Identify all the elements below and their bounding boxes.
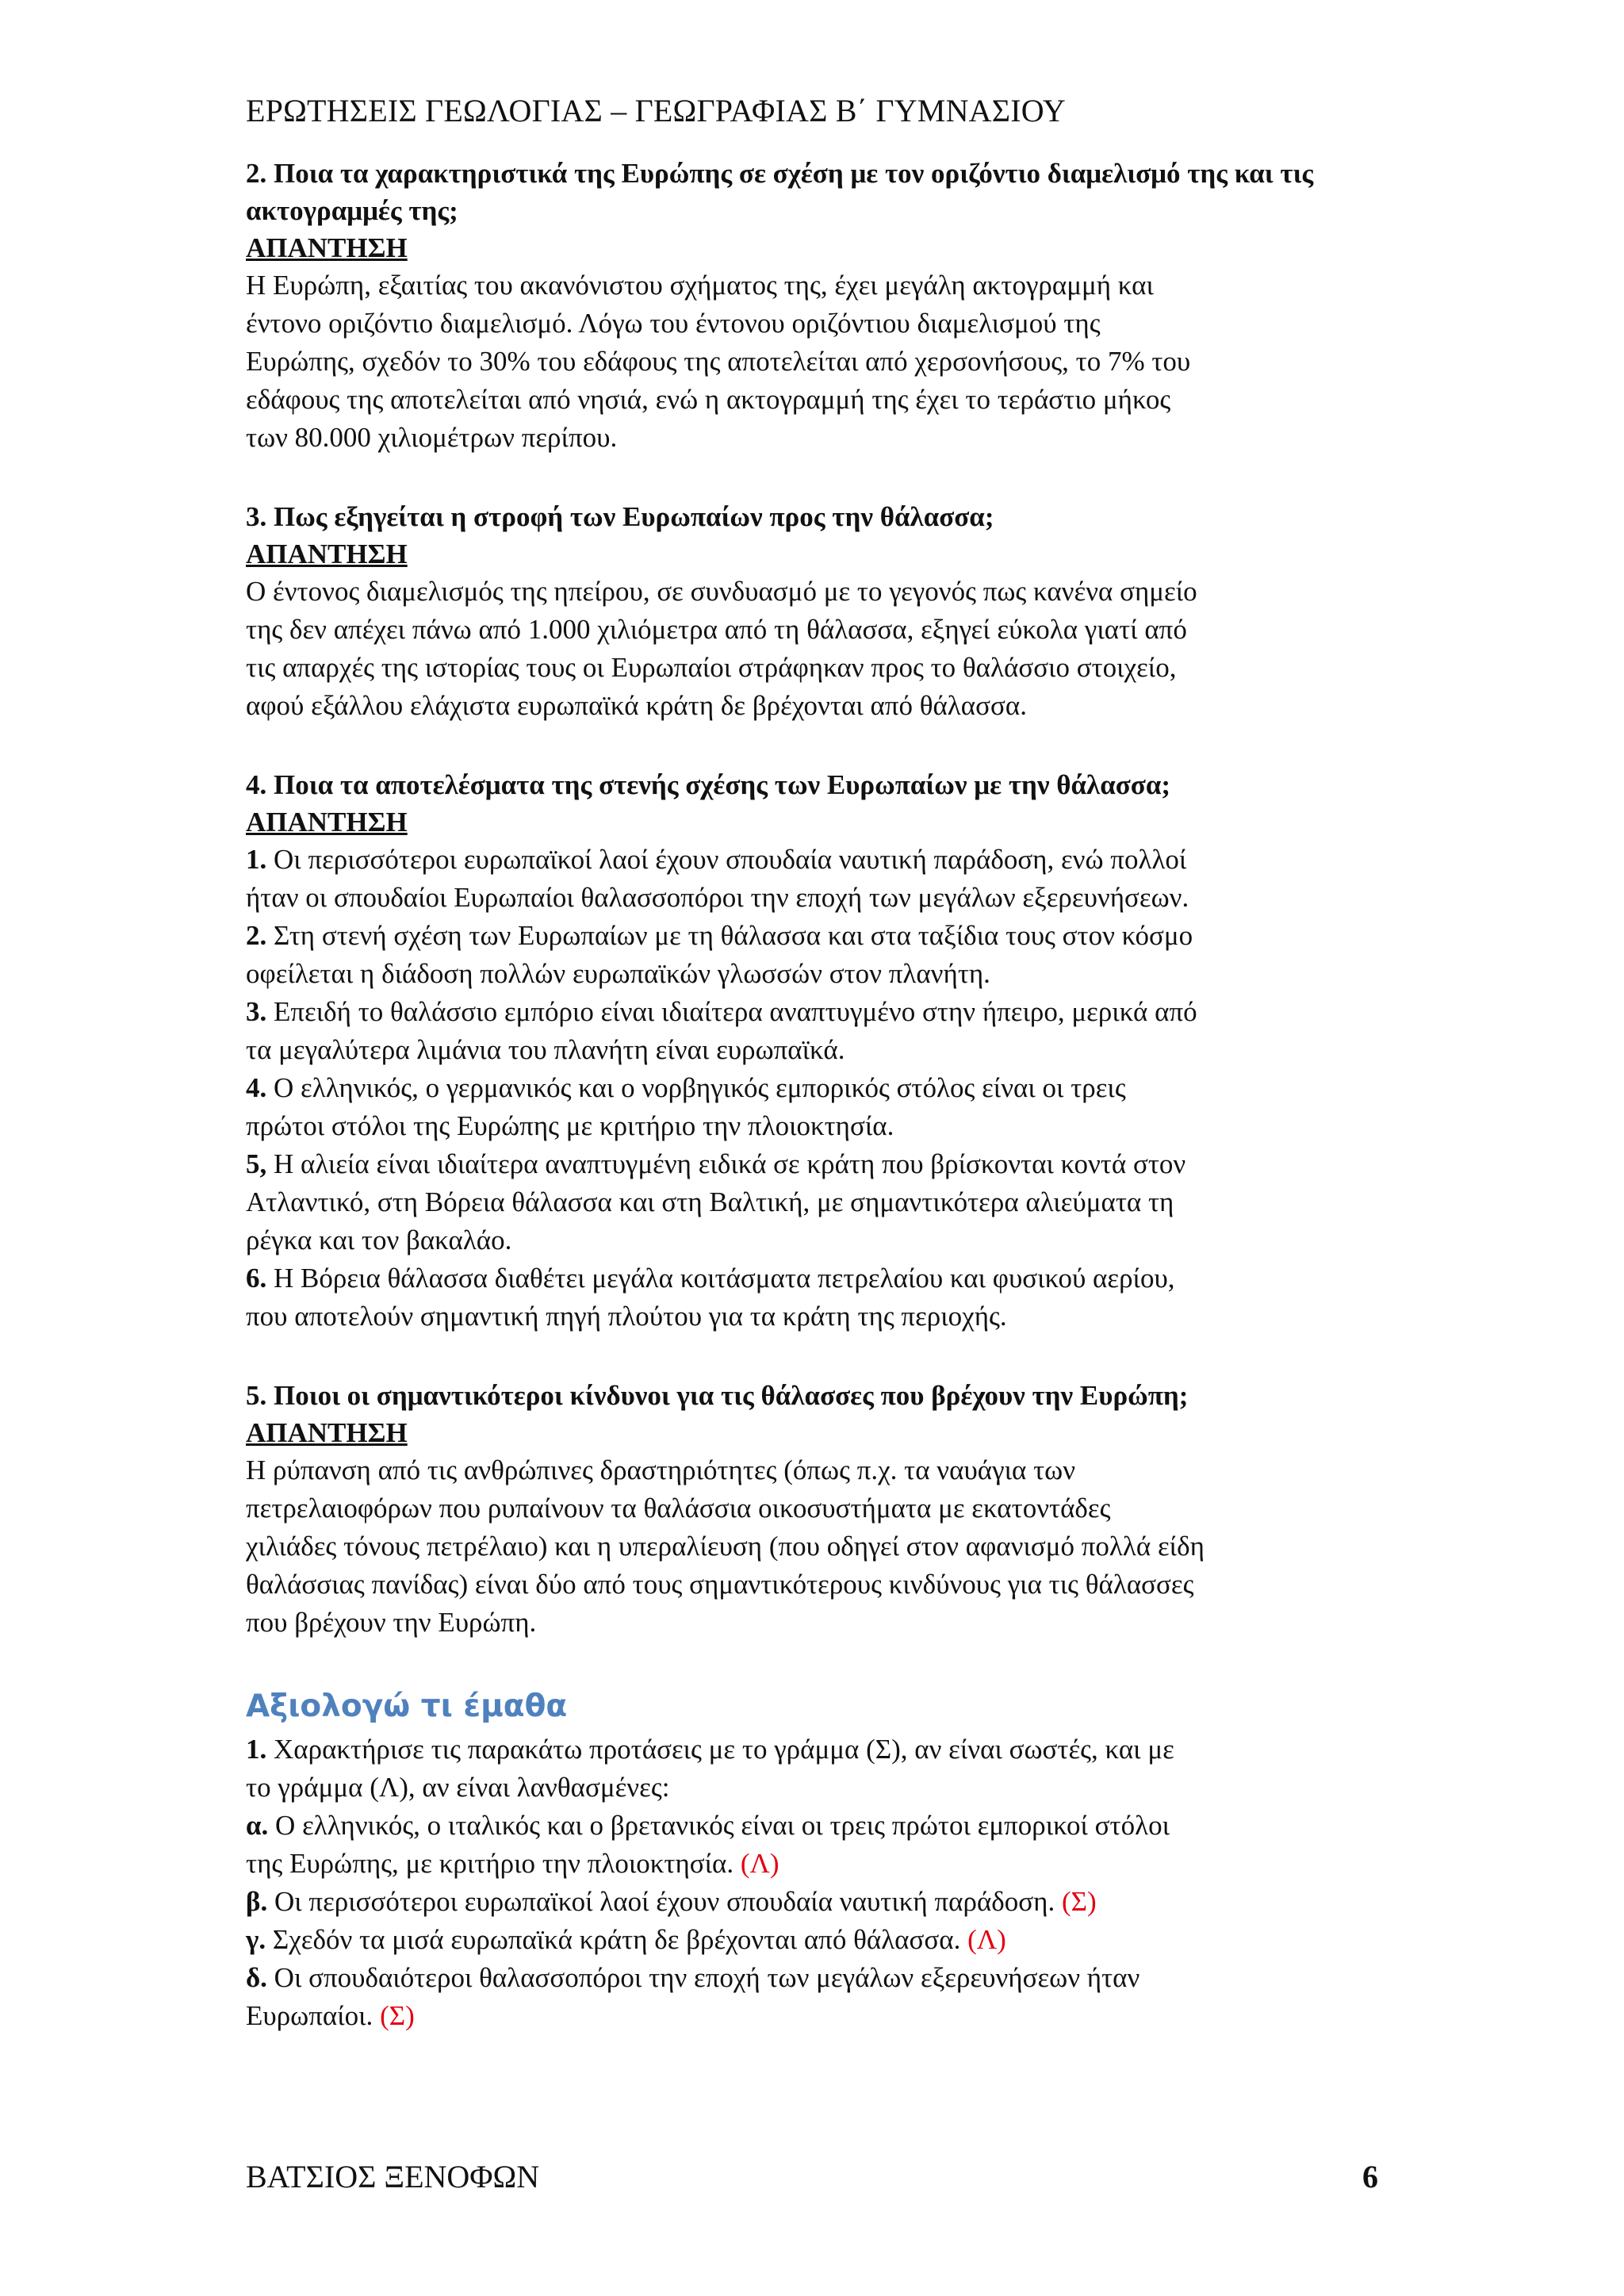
statement-text: της Ευρώπης, με κριτήριο την πλοιοκτησία. — [246, 1848, 741, 1879]
answer-line: αφού εξάλλου ελάχιστα ευρωπαϊκά κράτη δε βρέχονται από θάλασσα. — [246, 690, 1027, 721]
item-text-continued: ρέγκα και τον βακαλάο. — [246, 1225, 512, 1255]
numbered-item — [246, 1069, 1388, 1107]
answer-label: ΑΠΑΝΤΗΣΗ — [246, 1417, 408, 1448]
answer-label: ΑΠΑΝΤΗΣΗ — [246, 807, 408, 838]
statement-b — [246, 1883, 1388, 1921]
question-2-title: 2. Ποια τα χαρακτηριστικά της Ευρώπης σε σχέση με τον οριζόντιο διαμελισμό της και τις ακτογραμμές της; — [246, 158, 1314, 226]
answer-mark: (Λ) — [967, 1924, 1006, 1955]
answer-line: πετρελαιοφόρων που ρυπαίνουν τα θαλάσσια οικοσυστήματα με εκατοντάδες — [246, 1493, 1111, 1524]
statement-a — [246, 1807, 1388, 1845]
answer-line: Ο έντονος διαμελισμός της ηπείρου, σε συνδυασμό με το γεγονός πως κανένα σημείο — [246, 576, 1197, 607]
item-text-continued: ήταν οι σπουδαίοι Ευρωπαίοι θαλασσοπόροι την εποχή των μεγάλων εξερευνήσεων. — [246, 882, 1189, 913]
answer-line: εδάφους της αποτελείται από νησιά, ενώ η ακτογραμμή της έχει το τεράστιο μήκος — [246, 384, 1171, 415]
evaluation-heading: Αξιολογώ τι έμαθα — [246, 1688, 568, 1724]
page-number: 6 — [1362, 2159, 1378, 2194]
item-text-continued: οφείλεται η διάδοση πολλών ευρωπαϊκών γλωσσών στον πλανήτη. — [246, 958, 990, 989]
item-text-continued: που αποτελούν σημαντική πηγή πλούτου για τα κράτη της περιοχής. — [246, 1301, 1007, 1332]
statement-label: β. — [246, 1886, 268, 1917]
evaluation-section — [246, 1731, 1388, 2035]
item-text: Στη στενή σχέση των Ευρωπαίων με τη θάλασσα και στα ταξίδια τους στον κόσμο — [266, 920, 1193, 951]
answer-line: των 80.000 χιλιομέτρων περίπου. — [246, 422, 618, 453]
statement-text: Σχεδόν τα μισά ευρωπαϊκά κράτη δε βρέχονται από θάλασσα. — [266, 1924, 968, 1955]
numbered-item — [246, 1259, 1388, 1297]
document-page — [246, 91, 1388, 2035]
question-4-section — [246, 766, 1388, 1336]
answer-mark: (Σ) — [1061, 1886, 1097, 1917]
statement-label: γ. — [246, 1924, 266, 1955]
answer-label: ΑΠΑΝΤΗΣΗ — [246, 539, 408, 569]
question-4-title: 4. Ποια τα αποτελέσματα της στενής σχέσης των Ευρωπαίων με την θάλασσα; — [246, 769, 1171, 800]
answer-line: που βρέχουν την Ευρώπη. — [246, 1607, 537, 1638]
statement-label: α. — [246, 1810, 269, 1841]
item-number: 3. — [246, 996, 267, 1027]
answer-line: έντονο οριζόντιο διαμελισμό. Λόγω του έντονου οριζόντιου διαμελισμού της — [246, 308, 1101, 339]
item-number: 4. — [246, 1072, 267, 1103]
item-number: 5, — [246, 1148, 267, 1179]
question-5-title: 5. Ποιοι οι σημαντικότεροι κίνδυνοι για τις θάλασσες που βρέχουν την Ευρώπη; — [246, 1380, 1189, 1411]
statement-c — [246, 1921, 1388, 1959]
statement-d-continued — [246, 1997, 1388, 2035]
item-number: 2. — [246, 920, 267, 951]
item-number: 1. — [246, 844, 267, 875]
item-text: Η Βόρεια θάλασσα διαθέτει μεγάλα κοιτάσματα πετρελαίου και φυσικού αερίου, — [266, 1263, 1175, 1294]
page-footer — [246, 2157, 1378, 2197]
item-text: Επειδή το θαλάσσιο εμπόριο είναι ιδιαίτερα αναπτυγμένο στην ήπειρο, μερικά από — [266, 996, 1197, 1027]
statement-text: Οι σπουδαιότεροι θαλασσοπόροι την εποχή των μεγάλων εξερευνήσεων ήταν — [266, 1962, 1140, 1993]
page-header: ΕΡΩΤΗΣΕΙΣ ΓΕΩΛΟΓΙΑΣ – ΓΕΩΓΡΑΦΙΑΣ Β΄ ΓΥΜΝΑΣΙΟΥ — [246, 93, 1066, 128]
item-text-continued: τα μεγαλύτερα λιμάνια του πλανήτη είναι ευρωπαϊκά. — [246, 1034, 845, 1065]
answer-line: θαλάσσιας πανίδας) είναι δύο από τους σημαντικότερους κινδύνους για τις θάλασσες — [246, 1569, 1194, 1600]
item-text: Οι περισσότεροι ευρωπαϊκοί λαοί έχουν σπουδαία ναυτική παράδοση, ενώ πολλοί — [266, 844, 1187, 875]
item-text: Η αλιεία είναι ιδιαίτερα αναπτυγμένη ειδικά σε κράτη που βρίσκονται κοντά στον — [266, 1148, 1186, 1179]
statement-a-continued — [246, 1845, 1388, 1883]
numbered-item — [246, 993, 1388, 1031]
question-3-section — [246, 498, 1388, 725]
statement-text: Οι περισσότεροι ευρωπαϊκοί λαοί έχουν σπουδαία ναυτική παράδοση. — [267, 1886, 1062, 1917]
exercise-instruction — [246, 1731, 1388, 1769]
item-text: Ο ελληνικός, ο γερμανικός και ο νορβηγικός εμπορικός στόλος είναι οι τρεις — [266, 1072, 1126, 1103]
answer-mark: (Λ) — [740, 1848, 779, 1879]
answer-line: χιλιάδες τόνους πετρέλαιο) και η υπεραλίευση (που οδηγεί στον αφανισμό πολλά είδη — [246, 1531, 1205, 1562]
statement-text: Ο ελληνικός, ο ιταλικός και ο βρετανικός είναι οι τρεις πρώτοι εμπορικοί στόλοι — [268, 1810, 1170, 1841]
footer-author: ΒΑΤΣΙΟΣ ΞΕΝΟΦΩΝ — [246, 2159, 540, 2194]
question-5-section — [246, 1377, 1388, 1642]
item-number: 6. — [246, 1263, 267, 1294]
item-text-continued: Ατλαντικό, στη Βόρεια θάλασσα και στη Βαλτική, με σημαντικότερα αλιεύματα τη — [246, 1186, 1174, 1217]
answer-line: τις απαρχές της ιστορίας τους οι Ευρωπαίοι στράφηκαν προς το θαλάσσιο στοιχείο, — [246, 652, 1177, 683]
answer-mark: (Σ) — [380, 2000, 415, 2031]
instruction-text: Χαρακτήρισε τις παρακάτω προτάσεις με το γράμμα (Σ), αν είναι σωστές, και με — [266, 1734, 1174, 1765]
answer-line: Ευρώπης, σχεδόν το 30% του εδάφους της αποτελείται από χερσονήσους, το 7% του — [246, 346, 1191, 377]
statement-text: Ευρωπαίοι. — [246, 2000, 381, 2031]
answer-line: Η Ευρώπη, εξαιτίας του ακανόνιστου σχήματος της, έχει μεγάλη ακτογραμμή και — [246, 270, 1154, 301]
numbered-item — [246, 1145, 1388, 1183]
question-3-title: 3. Πως εξηγείται η στροφή των Ευρωπαίων προς την θάλασσα; — [246, 501, 994, 532]
question-2-section — [246, 155, 1388, 457]
numbered-item — [246, 841, 1388, 879]
exercise-number: 1. — [246, 1734, 267, 1765]
instruction-text-continued: το γράμμα (Λ), αν είναι λανθασμένες: — [246, 1772, 670, 1803]
statement-d — [246, 1959, 1388, 1997]
numbered-item — [246, 917, 1388, 955]
answer-label: ΑΠΑΝΤΗΣΗ — [246, 232, 408, 263]
answer-line: Η ρύπανση από τις ανθρώπινες δραστηριότητες (όπως π.χ. τα ναυάγια των — [246, 1455, 1076, 1485]
item-text-continued: πρώτοι στόλοι της Ευρώπης με κριτήριο την πλοιοκτησία. — [246, 1110, 894, 1141]
statement-label: δ. — [246, 1962, 267, 1993]
answer-line: της δεν απέχει πάνω από 1.000 χιλιόμετρα από τη θάλασσα, εξηγεί εύκολα γιατί από — [246, 614, 1187, 645]
